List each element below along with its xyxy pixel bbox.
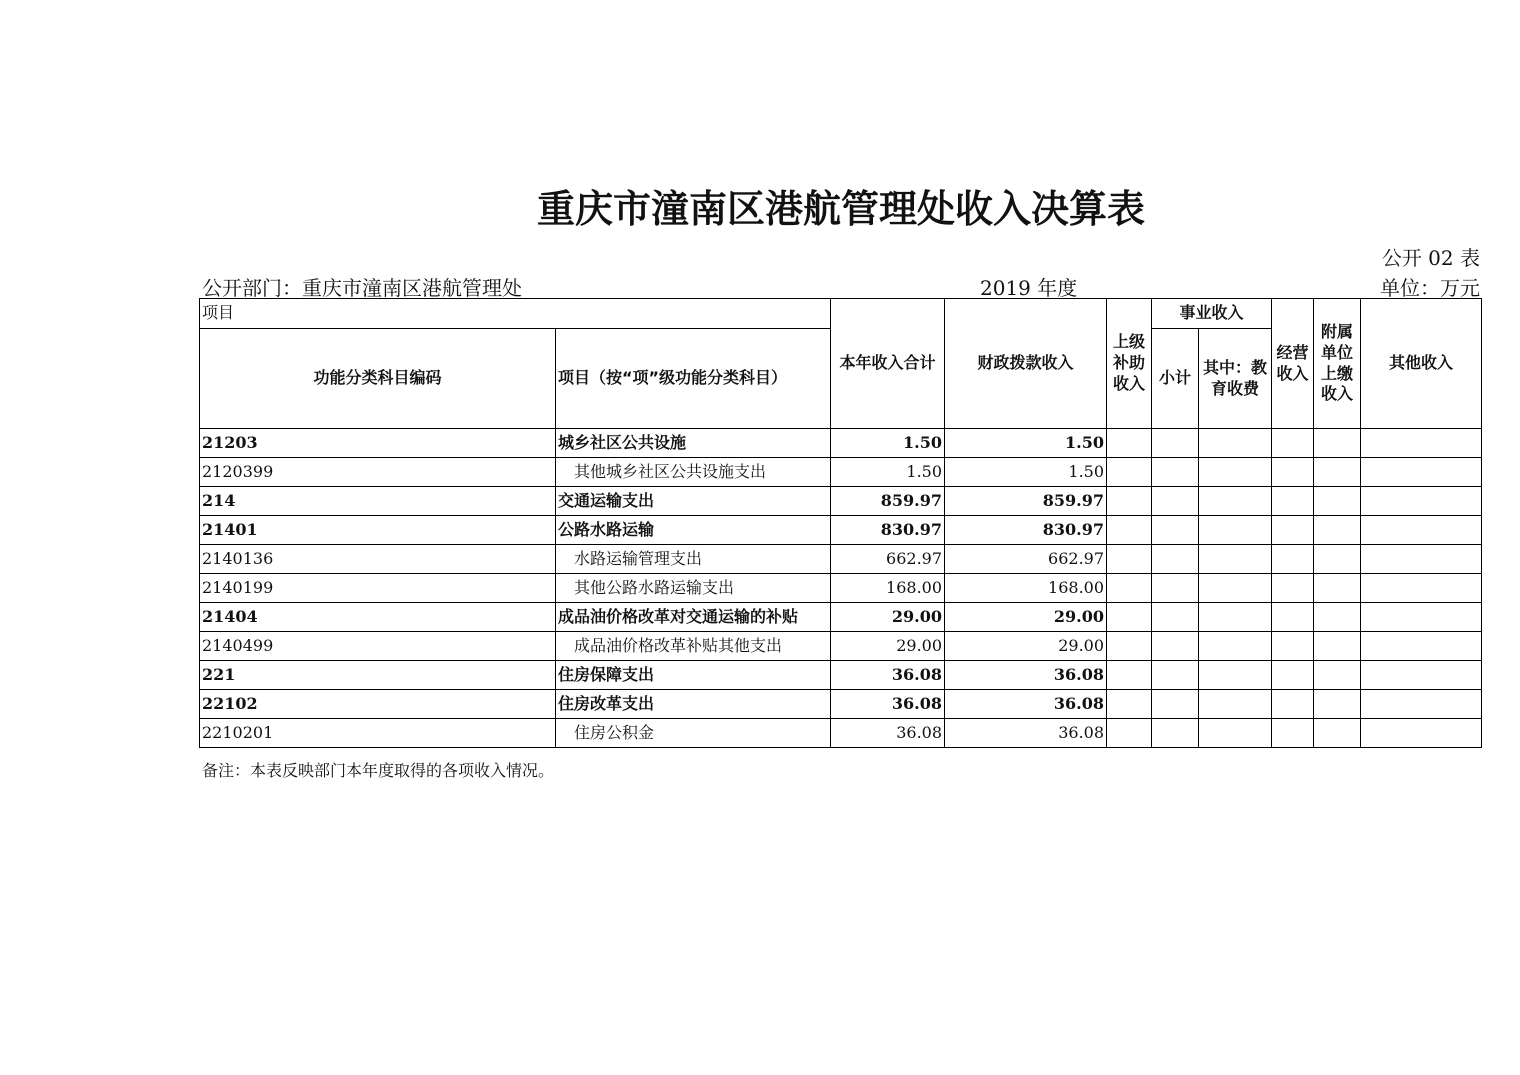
- row-superior: [1107, 429, 1152, 458]
- row-name: 住房改革支出: [556, 690, 831, 719]
- row-other: [1361, 429, 1482, 458]
- header-code: 功能分类科目编码: [200, 329, 556, 429]
- row-other: [1361, 545, 1482, 574]
- row-total: 830.97: [831, 516, 945, 545]
- row-education: [1199, 690, 1272, 719]
- row-code: 21203: [200, 429, 556, 458]
- row-business-subtotal: [1152, 661, 1199, 690]
- header-operating: 经营收入: [1272, 299, 1314, 429]
- row-other: [1361, 719, 1482, 748]
- row-affiliated: [1314, 574, 1361, 603]
- row-education: [1199, 487, 1272, 516]
- row-total: 1.50: [831, 429, 945, 458]
- row-affiliated: [1314, 545, 1361, 574]
- header-other: 其他收入: [1361, 299, 1482, 429]
- row-operating: [1272, 603, 1314, 632]
- row-education: [1199, 545, 1272, 574]
- row-code: 2120399: [200, 458, 556, 487]
- row-business-subtotal: [1152, 458, 1199, 487]
- footnote: 备注：本表反映部门本年度取得的各项收入情况。: [202, 761, 555, 780]
- row-total: 36.08: [831, 690, 945, 719]
- row-superior: [1107, 487, 1152, 516]
- row-education: [1199, 458, 1272, 487]
- row-operating: [1272, 516, 1314, 545]
- row-affiliated: [1314, 719, 1361, 748]
- department-label: 公开部门：重庆市潼南区港航管理处: [202, 276, 522, 300]
- row-education: [1199, 516, 1272, 545]
- row-superior: [1107, 545, 1152, 574]
- row-affiliated: [1314, 487, 1361, 516]
- header-total: 本年收入合计: [831, 299, 945, 429]
- row-business-subtotal: [1152, 603, 1199, 632]
- row-fiscal: 29.00: [945, 603, 1107, 632]
- row-superior: [1107, 661, 1152, 690]
- row-affiliated: [1314, 661, 1361, 690]
- row-affiliated: [1314, 429, 1361, 458]
- row-other: [1361, 516, 1482, 545]
- row-name: 住房保障支出: [556, 661, 831, 690]
- row-code: 21401: [200, 516, 556, 545]
- row-fiscal: 830.97: [945, 516, 1107, 545]
- row-fiscal: 1.50: [945, 458, 1107, 487]
- row-code: 2210201: [200, 719, 556, 748]
- row-operating: [1272, 458, 1314, 487]
- row-operating: [1272, 487, 1314, 516]
- row-business-subtotal: [1152, 487, 1199, 516]
- row-business-subtotal: [1152, 516, 1199, 545]
- row-name: 交通运输支出: [556, 487, 831, 516]
- row-education: [1199, 429, 1272, 458]
- page-title: 重庆市潼南区港航管理处收入决算表: [536, 187, 1145, 231]
- row-business-subtotal: [1152, 632, 1199, 661]
- row-superior: [1107, 516, 1152, 545]
- row-code: 21404: [200, 603, 556, 632]
- unit-label: 单位：万元: [1380, 276, 1480, 300]
- row-name: 其他城乡社区公共设施支出: [556, 458, 831, 487]
- header-superior: 上级补助收入: [1107, 299, 1152, 429]
- row-other: [1361, 458, 1482, 487]
- row-other: [1361, 574, 1482, 603]
- row-name: 成品油价格改革补贴其他支出: [556, 632, 831, 661]
- row-affiliated: [1314, 516, 1361, 545]
- row-other: [1361, 603, 1482, 632]
- row-superior: [1107, 632, 1152, 661]
- header-affiliated: 附属单位上缴收入: [1314, 299, 1361, 429]
- row-operating: [1272, 574, 1314, 603]
- table-row: [200, 719, 1482, 748]
- row-fiscal: 29.00: [945, 632, 1107, 661]
- table-row: [200, 661, 1482, 690]
- row-code: 221: [200, 661, 556, 690]
- row-code: 22102: [200, 690, 556, 719]
- row-superior: [1107, 458, 1152, 487]
- table-row: [200, 632, 1482, 661]
- fiscal-year: 2019 年度: [980, 276, 1078, 300]
- row-education: [1199, 574, 1272, 603]
- row-other: [1361, 661, 1482, 690]
- row-code: 2140136: [200, 545, 556, 574]
- header-business: 事业收入: [1152, 299, 1272, 329]
- row-operating: [1272, 719, 1314, 748]
- row-business-subtotal: [1152, 429, 1199, 458]
- form-number: 公开 02 表: [1381, 246, 1480, 270]
- row-fiscal: 36.08: [945, 719, 1107, 748]
- table-row: [200, 574, 1482, 603]
- row-total: 1.50: [831, 458, 945, 487]
- row-other: [1361, 487, 1482, 516]
- table-row: [200, 487, 1482, 516]
- row-name: 成品油价格改革对交通运输的补贴: [556, 603, 831, 632]
- table-row: [200, 516, 1482, 545]
- row-operating: [1272, 545, 1314, 574]
- table-row: [200, 545, 1482, 574]
- row-total: 29.00: [831, 632, 945, 661]
- table-row: [200, 458, 1482, 487]
- header-subtotal: 小计: [1152, 329, 1199, 429]
- income-table: [199, 298, 1482, 748]
- row-affiliated: [1314, 603, 1361, 632]
- row-superior: [1107, 603, 1152, 632]
- row-name: 水路运输管理支出: [556, 545, 831, 574]
- row-code: 214: [200, 487, 556, 516]
- row-superior: [1107, 719, 1152, 748]
- row-other: [1361, 632, 1482, 661]
- row-education: [1199, 632, 1272, 661]
- row-fiscal: 168.00: [945, 574, 1107, 603]
- row-total: 36.08: [831, 661, 945, 690]
- row-total: 859.97: [831, 487, 945, 516]
- row-fiscal: 36.08: [945, 661, 1107, 690]
- row-fiscal: 36.08: [945, 690, 1107, 719]
- header-fiscal: 财政拨款收入: [945, 299, 1107, 429]
- row-superior: [1107, 574, 1152, 603]
- row-affiliated: [1314, 690, 1361, 719]
- row-education: [1199, 603, 1272, 632]
- row-fiscal: 1.50: [945, 429, 1107, 458]
- header-education: 其中：教育收费: [1199, 329, 1272, 429]
- row-name: 住房公积金: [556, 719, 831, 748]
- row-name: 城乡社区公共设施: [556, 429, 831, 458]
- row-education: [1199, 719, 1272, 748]
- header-name: 项目（按“项”级功能分类科目）: [556, 329, 831, 429]
- row-operating: [1272, 429, 1314, 458]
- row-fiscal: 662.97: [945, 545, 1107, 574]
- row-affiliated: [1314, 632, 1361, 661]
- row-total: 29.00: [831, 603, 945, 632]
- row-code: 2140499: [200, 632, 556, 661]
- row-total: 168.00: [831, 574, 945, 603]
- row-operating: [1272, 690, 1314, 719]
- row-business-subtotal: [1152, 719, 1199, 748]
- row-operating: [1272, 632, 1314, 661]
- row-operating: [1272, 661, 1314, 690]
- row-education: [1199, 661, 1272, 690]
- table-row: [200, 690, 1482, 719]
- table-row: [200, 429, 1482, 458]
- row-affiliated: [1314, 458, 1361, 487]
- row-business-subtotal: [1152, 690, 1199, 719]
- row-name: 公路水路运输: [556, 516, 831, 545]
- row-total: 662.97: [831, 545, 945, 574]
- row-name: 其他公路水路运输支出: [556, 574, 831, 603]
- header-item: 项目: [200, 299, 831, 329]
- row-business-subtotal: [1152, 574, 1199, 603]
- row-total: 36.08: [831, 719, 945, 748]
- table-row: [200, 603, 1482, 632]
- row-other: [1361, 690, 1482, 719]
- row-code: 2140199: [200, 574, 556, 603]
- row-superior: [1107, 690, 1152, 719]
- row-business-subtotal: [1152, 545, 1199, 574]
- row-fiscal: 859.97: [945, 487, 1107, 516]
